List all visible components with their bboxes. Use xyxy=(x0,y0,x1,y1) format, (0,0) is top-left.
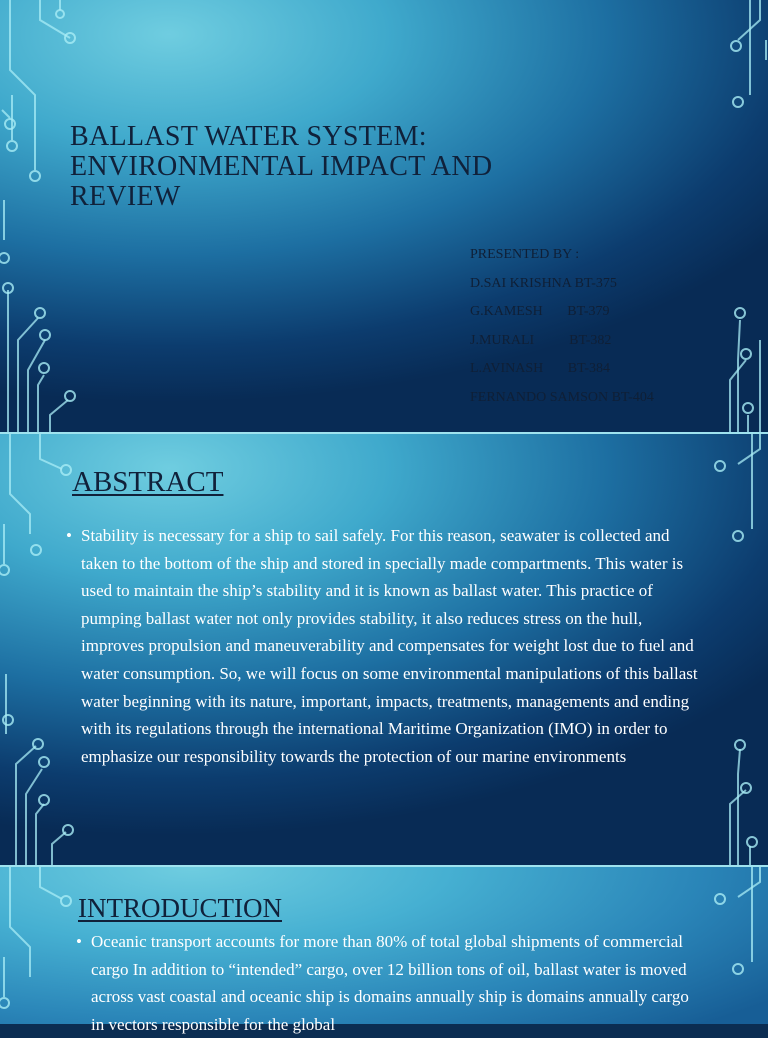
presenter-item: FERNANDO SAMSON BT-404 xyxy=(470,389,654,405)
introduction-paragraph xyxy=(76,928,691,1038)
section-heading: ABSTRACT xyxy=(72,466,224,498)
presenter-item: D.SAI KRISHNA BT-375 xyxy=(470,275,617,291)
abstract-text: Stability is necessary for a ship to sail safely. For this reason, seawater is collected and taken to the bottom of the ship and stored in specially made compartments. This water is used to maintain the ship’s stability and it is known as ballast water. This practice of pumping ballast water not only provides stability, it also reduces stress on the hull, improves propulsion and maneuverability and compensates for weight lost due to fuel and water consumption. So, we will focus on some environmental manipulations of this ballast water beginning with its nature, important, impacts, treatments, managements and ending with its regulations through the international Maritime Organization (IMO) in order to emphasize our responsibility towards the protection of our marine environments xyxy=(81,526,698,766)
presenter-item: L.AVINASH BT-384 xyxy=(470,361,611,377)
circuit-decoration-right xyxy=(690,0,768,432)
title-slide xyxy=(0,0,768,432)
introduction-text: Oceanic transport accounts for more than 80% of total global shipments of commercial cargo In addition to “intended” cargo, over 12 billion tons of oil, ballast water is moved across vast coastal and oceanic ship is domains annually ship is domains annually cargo in vectors responsible for the global xyxy=(91,932,689,1034)
bullet-marker: • xyxy=(66,526,72,545)
presenters-heading: PRESENTED BY : xyxy=(470,247,580,262)
presenters-list xyxy=(470,244,654,416)
circuit-decoration-left xyxy=(0,0,90,432)
presenter-item: J.MURALI BT-382 xyxy=(470,332,612,348)
abstract-slide xyxy=(0,434,768,865)
section-heading: INTRODUCTION xyxy=(78,893,282,923)
bullet-marker: • xyxy=(76,932,82,951)
abstract-paragraph xyxy=(66,522,705,770)
introduction-slide xyxy=(0,867,768,1034)
presentation-title: BALLAST WATER SYSTEM: ENVIRONMENTAL IMPACT AND REVIEW xyxy=(70,121,493,212)
presenter-item: G.KAMESH BT-379 xyxy=(470,304,610,320)
circuit-decoration-right xyxy=(690,867,768,1024)
